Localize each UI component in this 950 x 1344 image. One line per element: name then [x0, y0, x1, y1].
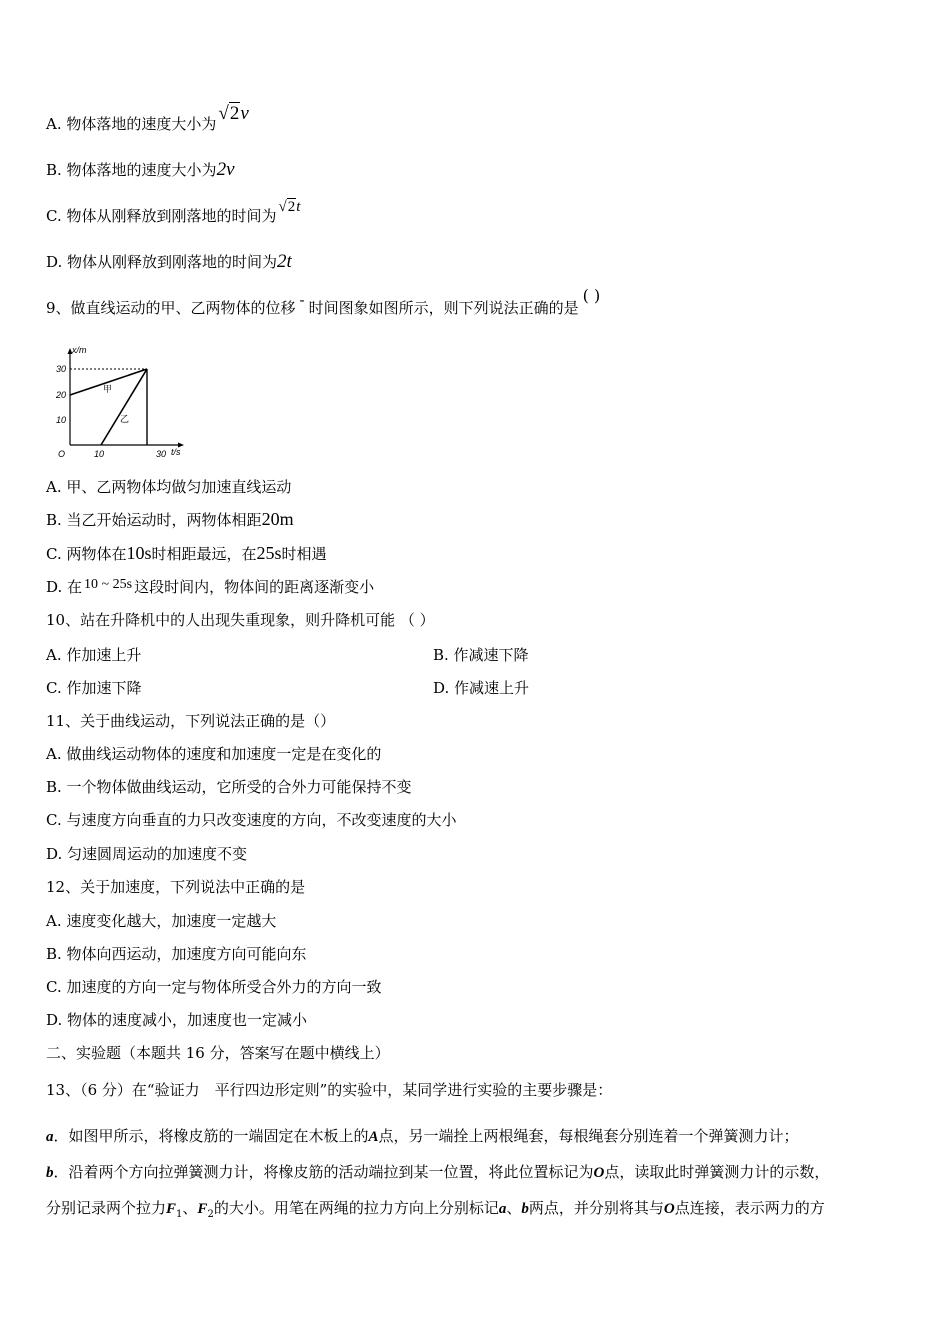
q9-stem-part2: 时间图象如图所示，则下列说法正确的是 — [308, 299, 579, 317]
q9-option-d — [46, 577, 374, 599]
q11-stem: 11、关于曲线运动，下列说法正确的是（） — [46, 712, 336, 730]
y-tick-30: 30 — [56, 364, 67, 374]
q8-option-d-math: 2t — [277, 251, 292, 272]
point-a: A — [368, 1129, 379, 1145]
q9-option-b — [46, 509, 294, 530]
q8-option-c — [46, 199, 301, 227]
y-tick-10: 10 — [56, 415, 67, 425]
q10-stem: 10、站在升降机中的人出现失重现象，则升降机可能 （ ） — [46, 611, 435, 629]
label-jia: 甲 — [103, 384, 113, 394]
point-o-2: O — [663, 1201, 675, 1217]
q8-option-c-text: C. 物体从刚释放到刚落地的时间为 — [46, 207, 277, 225]
q12-option-c: C. 加速度的方向一定与物体所受合外力的方向一致 — [46, 978, 382, 996]
q9-option-d-text1: D. 在 — [46, 578, 83, 596]
step-b2-text2: 的大小。用笔在两绳的拉力方向上分别标记 — [213, 1199, 499, 1217]
sqrt-2v: √2v — [218, 103, 249, 124]
line-yi — [101, 369, 147, 445]
point-b-lower: b — [521, 1201, 529, 1217]
label-yi: 乙 — [120, 414, 130, 424]
force-f2-sub: 2 — [207, 1209, 214, 1220]
q13-step-a — [46, 1126, 799, 1147]
force-f1: F — [166, 1201, 177, 1217]
step-b-text1: ．沿着两个方向拉弹簧测力计，将橡皮筋的活动端拉到某一位置，将此位置标记为 — [53, 1163, 594, 1181]
q8-option-b-text: B. 物体落地的速度大小为 — [46, 161, 217, 179]
q9-option-c-text1: C. 两物体在 — [46, 545, 127, 563]
dash-mark: - — [299, 291, 305, 309]
q8-option-a-text: A. 物体落地的速度大小为 — [46, 115, 217, 133]
x-tick-10: 10 — [94, 449, 105, 459]
point-a-lower: a — [498, 1201, 507, 1217]
q13-step-b-cont — [46, 1198, 825, 1225]
q9-option-a: A. 甲、乙两物体均做匀加速直线运动 — [46, 478, 292, 496]
force-f1-sub: 1 — [176, 1209, 183, 1220]
q9-stem — [46, 286, 601, 318]
step-b2-text3: 两点，并分别将其与 — [528, 1199, 664, 1217]
q11-option-a: A. 做曲线运动物体的速度和加速度一定是在变化的 — [46, 745, 382, 763]
q9-option-c-math2: 25s — [256, 543, 282, 563]
step-b2-text1: 分别记录两个拉力 — [46, 1199, 167, 1217]
section-title-experiment: 二、实验题（本题共 16 分，答案写在题中横线上） — [46, 1044, 390, 1062]
q10-option-c: C. 作加速下降 — [46, 679, 142, 697]
force-f2: F — [197, 1201, 208, 1217]
step-b-text2: 点，读取此时弹簧测力计的示数， — [604, 1163, 830, 1181]
step-a-label: a — [46, 1129, 54, 1145]
step-b2-text4: 点连接，表示两力的方 — [674, 1199, 825, 1217]
q11-option-d: D. 匀速圆周运动的加速度不变 — [46, 845, 248, 863]
step-a-text1: ．如图甲所示，将橡皮筋的一端固定在木板上的 — [53, 1127, 369, 1145]
origin-label: O — [58, 449, 66, 459]
step-a-text2: 点，另一端拴上两根绳套，每根绳套分别连着一个弹簧测力计； — [378, 1127, 799, 1145]
q11-option-b: B. 一个物体做曲线运动，它所受的合外力可能保持不变 — [46, 778, 412, 796]
step-b2-sep: 、 — [182, 1199, 198, 1217]
q13-step-b — [46, 1162, 829, 1183]
q8-option-b-math: 2v — [216, 159, 235, 180]
q12-option-b: B. 物体向西运动，加速度方向可能向东 — [46, 945, 307, 963]
q9-option-b-text: B. 当乙开始运动时，两物体相距 — [46, 511, 262, 529]
q10-option-b: B. 作减速下降 — [433, 646, 529, 664]
q13-stem: 13、（6 分）在“验证力 平行四边形定则”的实验中，某同学进行实验的主要步骤是： — [46, 1081, 613, 1099]
q9-xt-graph — [48, 340, 188, 460]
q9-option-d-text2: 这段时间内，物体间的距离逐渐变小 — [134, 578, 375, 596]
q9-option-c-math1: 10s — [126, 543, 152, 563]
q10-option-a: A. 作加速上升 — [46, 646, 142, 664]
q11-option-c: C. 与速度方向垂直的力只改变速度的方向，不改变速度的大小 — [46, 811, 457, 829]
step-b-label: b — [46, 1165, 54, 1181]
q9-option-c — [46, 543, 327, 564]
q9-paren: ( ) — [582, 286, 601, 305]
q8-option-b — [46, 160, 235, 180]
sqrt-2t: √2t — [278, 199, 301, 215]
q12-option-a: A. 速度变化越大，加速度一定越大 — [46, 912, 277, 930]
y-axis-label: x/m — [72, 345, 87, 355]
y-tick-20: 20 — [56, 390, 67, 400]
q9-option-c-text3: 时相遇 — [281, 545, 327, 563]
q9-option-d-math: 10 ~ 25s — [84, 577, 133, 592]
step-b2-sep2: 、 — [506, 1199, 522, 1217]
q8-option-d-text: D. 物体从刚释放到刚落地的时间为 — [46, 253, 278, 271]
q9-option-c-text2: 时相距最远，在 — [151, 545, 257, 563]
q12-option-d: D. 物体的速度减小，加速度也一定减小 — [46, 1011, 308, 1029]
x-axis-label: t/s — [171, 447, 181, 457]
x-tick-30: 30 — [156, 449, 167, 459]
q10-option-d: D. 作减速上升 — [433, 679, 530, 697]
q8-option-d — [46, 252, 292, 272]
q12-stem: 12、关于加速度，下列说法中正确的是 — [46, 878, 306, 896]
q9-option-b-math: 20m — [261, 509, 294, 529]
point-o: O — [593, 1165, 605, 1181]
q9-stem-part1: 9、做直线运动的甲、乙两物体的位移 — [46, 299, 296, 317]
q8-option-a — [46, 103, 249, 134]
